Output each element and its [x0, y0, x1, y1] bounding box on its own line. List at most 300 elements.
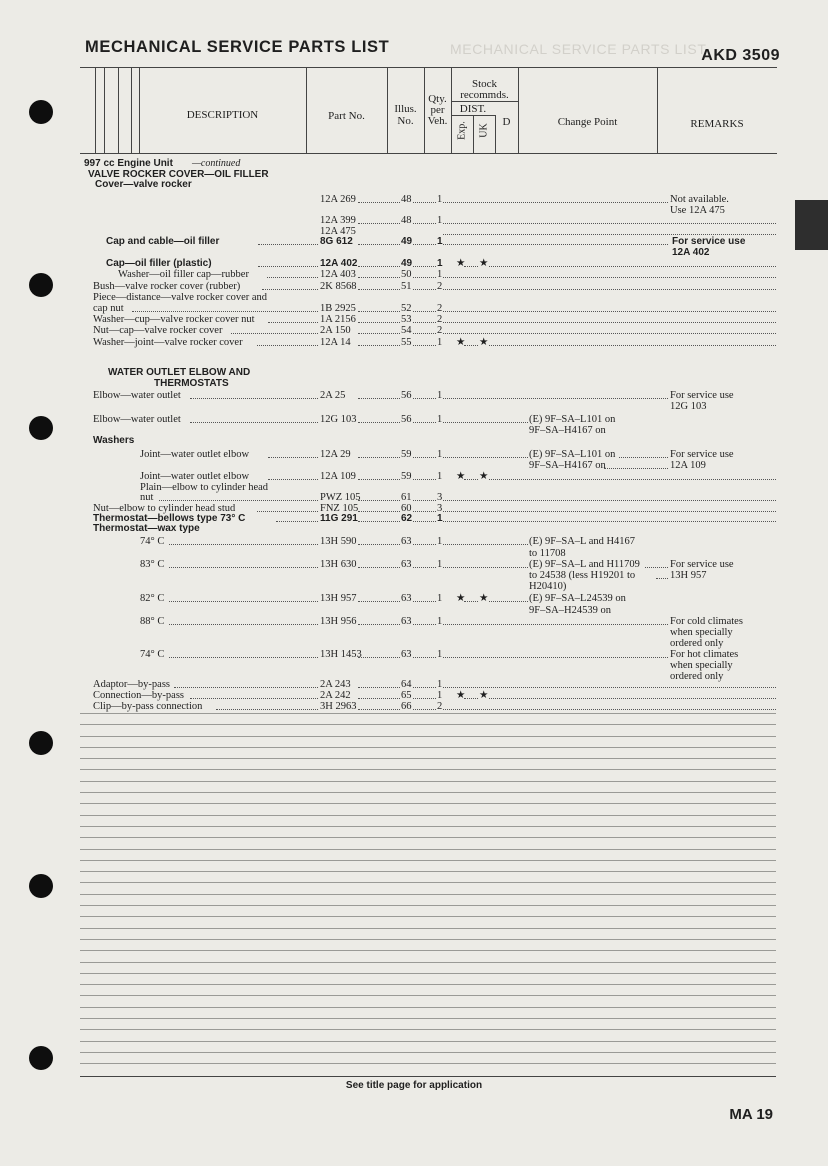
leader-dots: [656, 578, 668, 579]
illus-number: 66: [401, 701, 412, 712]
leader-dots: [619, 457, 668, 458]
part-description: Washer—joint—valve rocker cover: [93, 337, 243, 348]
qty-per-vehicle: 1: [437, 690, 443, 701]
col-stock-1: Stock: [471, 78, 498, 90]
leader-dots: [358, 657, 400, 658]
part-description: Connection—by-pass: [93, 690, 184, 701]
leader-dots: [443, 223, 776, 224]
illus-number: 48: [401, 215, 412, 226]
leader-dots: [413, 709, 436, 710]
col-part-no: Part No.: [328, 110, 365, 122]
illus-number: 61: [401, 492, 412, 503]
blank-rule: [80, 747, 776, 748]
leader-dots: [464, 266, 478, 267]
table-row: [0, 700, 828, 713]
col-description: DESCRIPTION: [186, 109, 259, 121]
leader-dots: [645, 567, 668, 568]
leader-dots: [169, 601, 318, 602]
part-description: 82° C: [140, 593, 165, 604]
remark: Not available.: [670, 194, 729, 205]
leader-dots: [464, 698, 478, 699]
qty-per-vehicle: 1: [437, 616, 443, 627]
blank-rule: [80, 803, 776, 804]
leader-dots: [174, 687, 318, 688]
leader-dots: [268, 457, 318, 458]
illus-number: 60: [401, 503, 412, 514]
qty-per-vehicle: 1: [437, 337, 443, 348]
leader-dots: [489, 698, 776, 699]
binder-hole: [29, 100, 53, 124]
part-description: Joint—water outlet elbow: [140, 471, 250, 482]
remark: ordered only: [670, 638, 724, 649]
qty-per-vehicle: 1: [437, 471, 443, 482]
part-description: Plain—elbow to cylinder head: [140, 482, 269, 493]
leader-dots: [413, 322, 436, 323]
illus-number: 63: [401, 593, 412, 604]
qty-per-vehicle: 2: [437, 325, 443, 336]
leader-dots: [604, 468, 668, 469]
qty-per-vehicle: 1: [437, 679, 443, 690]
leader-dots: [258, 244, 318, 245]
leader-dots: [443, 687, 776, 688]
leader-dots: [413, 687, 436, 688]
blank-rule: [80, 916, 776, 917]
leader-dots: [413, 266, 436, 267]
stock-recommendation-stars: ★: [456, 337, 466, 348]
illus-number: 63: [401, 616, 412, 627]
part-description: Cap—oil filler (plastic): [106, 258, 212, 269]
leader-dots: [358, 709, 400, 710]
part-number: 13H 1453: [320, 649, 362, 660]
leader-dots: [132, 311, 318, 312]
leader-dots: [413, 398, 436, 399]
part-description: Piece—distance—valve rocker cover and: [93, 292, 268, 303]
blank-rule: [80, 1041, 776, 1042]
part-number: 2A 242: [320, 690, 351, 701]
leader-dots: [443, 333, 776, 334]
table-row: [0, 522, 828, 535]
part-number: 3H 2963: [320, 701, 357, 712]
blank-rule: [80, 928, 776, 929]
part-description: 74° C: [140, 536, 165, 547]
leader-dots: [413, 277, 436, 278]
illus-number: 49: [401, 258, 413, 269]
binder-hole: [29, 874, 53, 898]
remark: 12A 402: [672, 247, 710, 258]
leader-dots: [464, 601, 478, 602]
change-point: (E) 9F–SA–L101 on: [529, 414, 616, 425]
leader-dots: [169, 657, 318, 658]
part-description: Thermostat—wax type: [93, 523, 200, 534]
leader-dots: [413, 333, 436, 334]
remark: when specially: [670, 627, 733, 638]
part-description: Cap and cable—oil filler: [106, 236, 220, 247]
leader-dots: [443, 657, 668, 658]
part-description: 74° C: [140, 649, 165, 660]
table-row: [0, 400, 828, 413]
qty-per-vehicle: 1: [437, 593, 443, 604]
leader-dots: [358, 311, 400, 312]
leader-dots: [464, 479, 478, 480]
qty-per-vehicle: 1: [437, 559, 443, 570]
leader-dots: [358, 457, 400, 458]
illus-number: 59: [401, 449, 412, 460]
illus-number: 63: [401, 536, 412, 547]
remark: 12A 109: [670, 460, 706, 471]
leader-dots: [413, 544, 436, 545]
part-description: Nut—cap—valve rocker cover: [93, 325, 223, 336]
leader-dots: [443, 500, 776, 501]
part-number: 12A 403: [320, 269, 356, 280]
part-description: Joint—water outlet elbow: [140, 449, 250, 460]
leader-dots: [489, 479, 776, 480]
leader-dots: [231, 333, 318, 334]
blank-rule: [80, 860, 776, 861]
col-stock-2: recommds.: [460, 89, 509, 101]
leader-dots: [358, 289, 400, 290]
blank-rule: [80, 781, 776, 782]
illus-number: 59: [401, 471, 412, 482]
part-number: 2A 243: [320, 679, 351, 690]
leader-dots: [413, 289, 436, 290]
blank-rule: [80, 905, 776, 906]
part-description: nut: [140, 492, 154, 503]
leader-dots: [489, 266, 776, 267]
stock-recommendation-stars: ★: [479, 593, 489, 604]
col-qty-2: per: [430, 104, 445, 116]
blank-rule: [80, 995, 776, 996]
illus-number: 51: [401, 281, 412, 292]
part-description: Clip—by-pass connection: [93, 701, 203, 712]
binder-hole: [29, 1046, 53, 1070]
part-description: Cover—valve rocker: [95, 179, 192, 190]
part-description: 88° C: [140, 616, 165, 627]
part-number: 12A 269: [320, 194, 356, 205]
qty-per-vehicle: 2: [437, 701, 443, 712]
illus-number: 64: [401, 679, 412, 690]
remark: For service use: [670, 390, 734, 401]
leader-dots: [413, 567, 436, 568]
binder-hole: [29, 731, 53, 755]
qty-per-vehicle: 1: [437, 194, 443, 205]
part-number: 13H 590: [320, 536, 357, 547]
leader-dots: [169, 544, 318, 545]
change-point: 9F–SA–H4167 on: [529, 425, 606, 436]
leader-dots: [443, 277, 776, 278]
illus-number: 63: [401, 649, 412, 660]
col-remarks: REMARKS: [690, 118, 744, 130]
table-row: [0, 178, 828, 191]
leader-dots: [190, 698, 318, 699]
leader-dots: [443, 624, 668, 625]
part-description: cap nut: [93, 303, 124, 314]
remark: 12G 103: [670, 401, 707, 412]
col-illus-2: No.: [397, 115, 414, 127]
leader-dots: [413, 345, 436, 346]
page-title: MECHANICAL SERVICE PARTS LIST: [85, 38, 390, 56]
leader-dots: [443, 422, 528, 423]
description-suffix: —continued: [192, 158, 241, 169]
part-number: 8G 612: [320, 236, 353, 247]
blank-rule: [80, 769, 776, 770]
blank-rule: [80, 736, 776, 737]
qty-per-vehicle: 1: [437, 215, 443, 226]
blank-rule: [80, 950, 776, 951]
qty-per-vehicle: 1: [437, 390, 443, 401]
blank-rule: [80, 792, 776, 793]
part-number: 12A 29: [320, 449, 351, 460]
change-point: (E) 9F–SA–L and H4167: [529, 536, 636, 547]
leader-dots: [267, 277, 318, 278]
col-illus-1: Illus.: [394, 103, 417, 115]
part-number: 2A 25: [320, 390, 346, 401]
leader-dots: [443, 567, 528, 568]
blank-rule: [80, 962, 776, 963]
leader-dots: [358, 422, 400, 423]
change-point: (E) 9F–SA–L and H11709: [529, 559, 640, 570]
leader-dots: [413, 624, 436, 625]
leader-dots: [258, 266, 318, 267]
part-number: 12A 109: [320, 471, 356, 482]
blank-rule: [80, 815, 776, 816]
illus-number: 49: [401, 236, 413, 247]
part-description: Elbow—water outlet: [93, 390, 181, 401]
part-description: Nut—elbow to cylinder head stud: [93, 503, 236, 514]
leader-dots: [358, 333, 400, 334]
remark: Use 12A 475: [670, 205, 725, 216]
part-number: 2A 150: [320, 325, 351, 336]
qty-per-vehicle: 3: [437, 492, 443, 503]
illus-number: 55: [401, 337, 412, 348]
part-number: 13H 630: [320, 559, 357, 570]
qty-per-vehicle: 2: [437, 314, 443, 325]
leader-dots: [358, 698, 400, 699]
leader-dots: [268, 322, 318, 323]
table-row: [0, 434, 828, 447]
qty-per-vehicle: 1: [437, 513, 443, 524]
table-row: [0, 336, 828, 349]
part-number: 12A 475: [320, 226, 356, 237]
part-description: Thermostat—bellows type 73° C: [93, 513, 246, 524]
col-qty-1: Qty.: [428, 93, 447, 105]
illus-number: 50: [401, 269, 412, 280]
illus-number: 53: [401, 314, 412, 325]
leader-dots: [443, 202, 668, 203]
col-dist: DIST.: [459, 103, 487, 115]
blank-rule: [80, 1052, 776, 1053]
col-d: D: [502, 116, 511, 128]
leader-dots: [413, 500, 436, 501]
remark: when specially: [670, 660, 733, 671]
stock-recommendation-stars: ★: [479, 471, 489, 482]
col-qty-3: Veh.: [427, 115, 448, 127]
stock-recommendation-stars: ★: [479, 258, 489, 269]
leader-dots: [169, 567, 318, 568]
part-description: VALVE ROCKER COVER—OIL FILLER: [88, 169, 269, 180]
leader-dots: [443, 398, 668, 399]
part-description: THERMOSTATS: [154, 378, 229, 389]
qty-per-vehicle: 3: [437, 503, 443, 514]
leader-dots: [464, 345, 478, 346]
qty-per-vehicle: 1: [437, 449, 443, 460]
leader-dots: [358, 479, 400, 480]
remark: ordered only: [670, 671, 724, 682]
part-description: WATER OUTLET ELBOW AND: [108, 367, 251, 378]
leader-dots: [169, 624, 318, 625]
part-description: Bush—valve rocker cover (rubber): [93, 281, 241, 292]
stock-recommendation-stars: ★: [456, 471, 466, 482]
stock-recommendation-stars: ★: [456, 258, 466, 269]
part-number: 1B 2925: [320, 303, 356, 314]
part-number: PWZ 105: [320, 492, 361, 503]
leader-dots: [358, 624, 400, 625]
leader-dots: [268, 479, 318, 480]
leader-dots: [443, 289, 776, 290]
leader-dots: [489, 345, 776, 346]
illus-number: 65: [401, 690, 412, 701]
part-number: 2K 8568: [320, 281, 357, 292]
leader-dots: [257, 345, 318, 346]
col-uk: UK: [478, 123, 490, 138]
leader-dots: [358, 398, 400, 399]
leader-dots: [413, 422, 436, 423]
leader-dots: [358, 345, 400, 346]
change-point: 9F–SA–H4167 on: [529, 460, 606, 471]
leader-dots: [413, 479, 436, 480]
leader-dots: [443, 457, 528, 458]
leader-dots: [358, 544, 400, 545]
part-description: Washers: [93, 435, 135, 446]
part-number: FNZ 105: [320, 503, 359, 514]
change-point: 9F–SA–H24539 on: [529, 605, 611, 616]
blank-rule: [80, 1029, 776, 1030]
blank-rule: [80, 871, 776, 872]
blank-rule: [80, 826, 776, 827]
part-number: 12A 402: [320, 258, 358, 269]
leader-dots: [358, 202, 400, 203]
bleed-through-text: MECHANICAL SERVICE PARTS LIST: [450, 41, 707, 57]
blank-rule: [80, 973, 776, 974]
qty-per-vehicle: 1: [437, 414, 443, 425]
leader-dots: [358, 277, 400, 278]
page-number: MA 19: [729, 1106, 773, 1123]
leader-dots: [358, 500, 400, 501]
remark: For service use: [670, 559, 734, 570]
blank-rule: [80, 758, 776, 759]
leader-dots: [358, 244, 400, 245]
illus-number: 54: [401, 325, 412, 336]
leader-dots: [358, 687, 400, 688]
document-reference: AKD 3509: [701, 47, 780, 64]
remark: 13H 957: [670, 570, 707, 581]
illus-number: 52: [401, 303, 412, 314]
change-point: to 24538 (less H19201 to: [529, 570, 636, 581]
blank-rule: [80, 1007, 776, 1008]
blank-rule: [80, 849, 776, 850]
remark: For cold climates: [670, 616, 743, 627]
remark: For service use: [672, 236, 746, 247]
qty-per-vehicle: 2: [437, 281, 443, 292]
part-description: Elbow—water outlet: [93, 414, 181, 425]
leader-dots: [413, 457, 436, 458]
qty-per-vehicle: 1: [437, 649, 443, 660]
leader-dots: [413, 657, 436, 658]
remark: For hot climates: [670, 649, 739, 660]
stock-recommendation-stars: ★: [456, 593, 466, 604]
blank-rule: [80, 984, 776, 985]
leader-dots: [489, 601, 528, 602]
change-point: to 11708: [529, 548, 566, 559]
leader-dots: [413, 202, 436, 203]
leader-dots: [443, 544, 528, 545]
illus-number: 48: [401, 194, 412, 205]
qty-per-vehicle: 1: [437, 269, 443, 280]
qty-per-vehicle: 1: [437, 236, 443, 247]
leader-dots: [413, 244, 436, 245]
blank-rule: [80, 724, 776, 725]
leader-dots: [358, 223, 400, 224]
leader-dots: [216, 709, 318, 710]
leader-dots: [358, 567, 400, 568]
part-description: 83° C: [140, 559, 165, 570]
part-number: 1A 2156: [320, 314, 356, 325]
stock-recommendation-stars: ★: [456, 690, 466, 701]
change-point: (E) 9F–SA–L24539 on: [529, 593, 626, 604]
leader-dots: [443, 322, 776, 323]
illus-number: 56: [401, 414, 412, 425]
part-number: 13H 956: [320, 616, 357, 627]
leader-dots: [262, 289, 318, 290]
blank-rule: [80, 939, 776, 940]
leader-dots: [358, 601, 400, 602]
leader-dots: [358, 266, 400, 267]
col-change-point: Change Point: [557, 116, 618, 128]
part-number: 13H 957: [320, 593, 357, 604]
illus-number: 62: [401, 513, 413, 524]
leader-dots: [190, 422, 318, 423]
leader-dots: [190, 398, 318, 399]
illus-number: 56: [401, 390, 412, 401]
change-point: H20410): [529, 581, 567, 592]
blank-rule: [80, 894, 776, 895]
blank-rule: [80, 713, 776, 714]
part-description: Washer—oil filler cap—rubber: [118, 269, 249, 280]
leader-dots: [413, 698, 436, 699]
leader-dots: [443, 244, 668, 245]
leader-dots: [358, 322, 400, 323]
leader-dots: [413, 601, 436, 602]
change-point: (E) 9F–SA–L101 on: [529, 449, 616, 460]
qty-per-vehicle: 1: [437, 258, 443, 269]
leader-dots: [413, 311, 436, 312]
part-description: Adaptor—by-pass: [93, 679, 170, 690]
part-number: 12G 103: [320, 414, 357, 425]
part-description: Washer—cup—valve rocker cover nut: [93, 314, 255, 325]
blank-rule: [80, 1018, 776, 1019]
part-number: 12A 14: [320, 337, 351, 348]
blank-rule: [80, 1063, 776, 1064]
stock-recommendation-stars: ★: [479, 337, 489, 348]
blank-rule: [80, 837, 776, 838]
qty-per-vehicle: 2: [437, 303, 443, 314]
leader-dots: [443, 709, 776, 710]
stock-recommendation-stars: ★: [479, 690, 489, 701]
application-note: See title page for application: [345, 1080, 483, 1091]
illus-number: 63: [401, 559, 412, 570]
leader-dots: [159, 500, 318, 501]
part-number: 11G 291: [320, 513, 358, 524]
part-number: 12A 399: [320, 215, 356, 226]
